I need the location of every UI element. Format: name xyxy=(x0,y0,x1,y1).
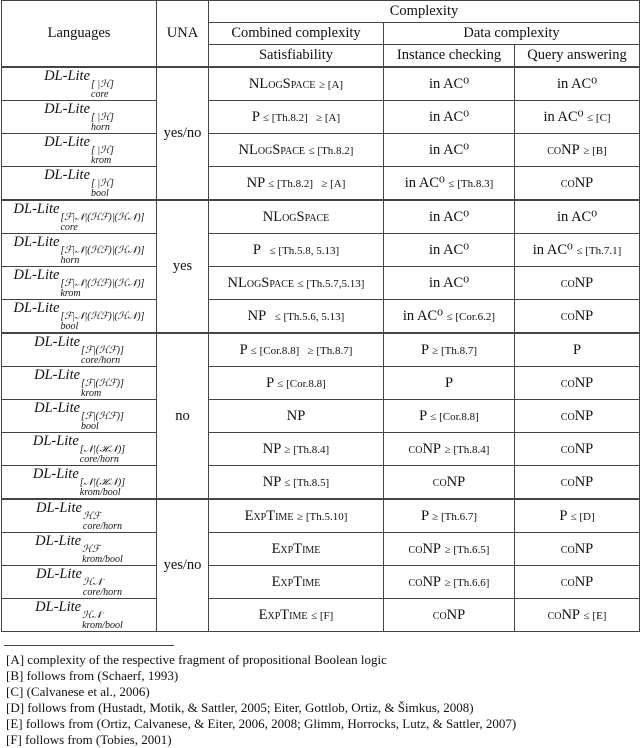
query-answering-cell-class: P xyxy=(572,341,582,358)
language-sub: krom xyxy=(81,388,102,399)
query-answering-cell-ref: ≤ [E] xyxy=(583,609,607,622)
query-answering-cell xyxy=(515,67,640,101)
language-scripts xyxy=(60,279,144,299)
table-row xyxy=(2,234,640,267)
satisfiability-cell-ref: ≤ [Th.8.2] xyxy=(308,144,354,157)
language-base: DL-Lite xyxy=(13,300,60,316)
instance-checking-cell-ref: ≤ [Cor.6.2] xyxy=(446,310,496,323)
language-base: DL-Lite xyxy=(35,533,82,549)
header-complexity: Complexity xyxy=(209,1,640,23)
satisfiability-cell-class: P xyxy=(239,341,248,358)
instance-checking-cell xyxy=(384,300,515,334)
instance-checking-cell-class: coNP xyxy=(408,573,441,590)
language-scripts xyxy=(80,445,125,465)
language-sup: [ℱ|𝒩|(ℋℱ)|(ℋ𝒩)] xyxy=(60,212,145,223)
footnote-rule xyxy=(4,645,174,646)
query-answering-cell-ref: ≥ [B] xyxy=(583,144,607,157)
instance-checking-cell xyxy=(384,533,515,566)
language-base: DL-Lite xyxy=(44,167,90,183)
satisfiability-cell xyxy=(209,234,384,267)
instance-checking-cell xyxy=(384,599,515,632)
table-row xyxy=(2,566,640,599)
satisfiability-cell xyxy=(209,599,384,632)
language-sub: horn xyxy=(60,255,80,266)
satisfiability-cell-class: NLogSpace xyxy=(262,208,330,225)
instance-checking-cell xyxy=(384,267,515,300)
language-sup: ℋℱ xyxy=(82,511,101,522)
language-sup: [ℱ|𝒩|(ℋℱ)|(ℋ𝒩)] xyxy=(60,311,145,322)
language-base: DL-Lite xyxy=(32,466,79,482)
satisfiability-cell xyxy=(209,300,384,334)
complexity-table xyxy=(1,0,640,632)
instance-checking-cell-class: P xyxy=(444,374,454,391)
language-cell xyxy=(2,466,157,500)
language-cell xyxy=(2,499,157,533)
language-cell xyxy=(2,566,157,599)
language-scripts xyxy=(81,379,124,399)
language-base: DL-Lite xyxy=(44,101,90,117)
satisfiability-cell xyxy=(209,367,384,400)
query-answering-cell-class: coNP xyxy=(560,473,594,490)
table-row xyxy=(2,533,640,566)
satisfiability-cell-ref: ≤ [Th.5.6, 5.13] xyxy=(269,310,345,323)
language-base: DL-Lite xyxy=(34,400,81,416)
satisfiability-cell xyxy=(209,333,384,367)
query-answering-cell-class: P xyxy=(559,507,567,524)
language-base: DL-Lite xyxy=(34,367,81,383)
satisfiability-cell-class: NLogSpace xyxy=(227,274,294,291)
language-base: DL-Lite xyxy=(32,433,79,449)
language-scripts xyxy=(60,246,144,266)
table-row xyxy=(2,267,640,300)
language-sup: [ℱ|(ℋℱ)] xyxy=(81,345,124,356)
language-sup: [𝒩|(ℋ𝒩)] xyxy=(79,444,126,455)
language-scripts xyxy=(91,179,114,199)
instance-checking-cell-class: in AC⁰ xyxy=(428,241,470,258)
query-answering-cell-class: coNP xyxy=(560,174,594,191)
query-answering-cell xyxy=(515,433,640,466)
query-answering-cell-class: coNP xyxy=(560,440,594,457)
instance-checking-cell xyxy=(384,234,515,267)
satisfiability-cell-ref: ≤ [Th.5.7,5.13] xyxy=(297,277,365,290)
query-answering-cell-ref: ≤ [Th.7.1] xyxy=(576,244,622,257)
language-sub: krom xyxy=(91,155,112,166)
query-answering-cell xyxy=(515,333,640,367)
header-data: Data complexity xyxy=(384,23,640,45)
footnote: [F] follows from (Tobies, 2001) xyxy=(6,732,172,747)
satisfiability-cell-ref: ≤ [Th.8.2] ≥ [A] xyxy=(268,177,346,190)
language-sup: [ |ℋ] xyxy=(91,112,114,123)
satisfiability-cell xyxy=(209,566,384,599)
query-answering-cell xyxy=(515,400,640,433)
satisfiability-cell-class: NP xyxy=(247,307,266,324)
satisfiability-cell-ref: ≥ [A] xyxy=(319,78,344,91)
instance-checking-cell-class: P xyxy=(421,507,429,524)
footnote: [D] follows from (Hustadt, Motik, & Sattler, 2005; Eiter, Gottlob, Ortiz, & Šimkus, 2008) xyxy=(6,700,474,715)
query-answering-cell-class: coNP xyxy=(560,374,594,391)
una-cell: yes/no xyxy=(157,499,209,632)
table-row xyxy=(2,367,640,400)
language-sup: [ |ℋ] xyxy=(91,178,114,189)
language-base: DL-Lite xyxy=(44,68,90,84)
language-sup: ℋ𝒩 xyxy=(82,610,102,621)
satisfiability-cell-class: ExpTime xyxy=(271,540,321,557)
query-answering-cell xyxy=(515,300,640,334)
language-base: DL-Lite xyxy=(35,599,82,615)
language-base: DL-Lite xyxy=(44,134,90,150)
satisfiability-cell-ref: ≥ [Th.8.4] xyxy=(284,443,330,456)
query-answering-cell xyxy=(515,533,640,566)
satisfiability-cell xyxy=(209,499,384,533)
satisfiability-cell-class: NP xyxy=(286,407,306,424)
satisfiability-cell xyxy=(209,101,384,134)
table-row xyxy=(2,499,640,533)
satisfiability-cell-class: NLogSpace xyxy=(248,75,316,92)
language-sup: [ℱ|(ℋℱ)] xyxy=(81,378,124,389)
footnote: [A] complexity of the respective fragment of propositional Boolean logic xyxy=(6,652,387,667)
una-cell: no xyxy=(157,333,209,499)
language-scripts xyxy=(83,512,122,532)
instance-checking-cell xyxy=(384,333,515,367)
satisfiability-cell-class: ExpTime xyxy=(258,606,308,623)
query-answering-cell xyxy=(515,167,640,201)
satisfiability-cell-ref: ≤ [Th.8.2] ≥ [A] xyxy=(263,111,341,124)
satisfiability-cell-class: ExpTime xyxy=(271,573,321,590)
instance-checking-cell-ref: ≥ [Th.6.7] xyxy=(432,510,477,523)
satisfiability-cell-ref: ≥ [Th.5.10] xyxy=(297,510,348,523)
satisfiability-cell-ref: ≤ [Th.5.8, 5.13] xyxy=(264,244,340,257)
instance-checking-cell xyxy=(384,499,515,533)
language-scripts xyxy=(82,545,123,565)
satisfiability-cell-ref: ≤ [F] xyxy=(311,609,334,622)
language-scripts xyxy=(83,578,122,598)
language-cell xyxy=(2,400,157,433)
satisfiability-cell xyxy=(209,167,384,201)
instance-checking-cell-class: coNP xyxy=(432,606,466,623)
language-sup: [ |ℋ] xyxy=(91,79,114,90)
satisfiability-cell-class: NLogSpace xyxy=(238,141,305,158)
query-answering-cell-class: coNP xyxy=(560,573,594,590)
language-sup: [ℱ|(ℋℱ)] xyxy=(81,411,124,422)
language-cell xyxy=(2,101,157,134)
language-scripts xyxy=(81,346,124,366)
language-sub: core xyxy=(60,222,78,233)
satisfiability-cell xyxy=(209,400,384,433)
language-base: DL-Lite xyxy=(13,201,60,217)
header-instance: Instance checking xyxy=(384,45,515,68)
language-sup: [𝒩|(ℋ𝒩)] xyxy=(79,477,126,488)
language-cell xyxy=(2,367,157,400)
instance-checking-cell-class: coNP xyxy=(408,540,441,557)
table-row xyxy=(2,300,640,334)
query-answering-cell-class: coNP xyxy=(560,274,594,291)
instance-checking-cell-class: coNP xyxy=(432,473,466,490)
header-combined: Combined complexity xyxy=(209,23,384,45)
header-query: Query answering xyxy=(515,45,640,68)
table-body xyxy=(2,67,640,632)
instance-checking-cell-class: coNP xyxy=(408,440,441,457)
query-answering-cell xyxy=(515,599,640,632)
instance-checking-cell-ref: ≥ [Th.6.6] xyxy=(444,576,490,589)
language-base: DL-Lite xyxy=(36,500,82,516)
language-sub: core/horn xyxy=(82,587,122,598)
instance-checking-cell xyxy=(384,400,515,433)
language-scripts xyxy=(91,113,114,133)
query-answering-cell-ref: ≤ [C] xyxy=(587,111,611,124)
table-row xyxy=(2,333,640,367)
instance-checking-cell xyxy=(384,167,515,201)
query-answering-cell xyxy=(515,566,640,599)
header-una: UNA xyxy=(157,1,209,68)
query-answering-cell xyxy=(515,234,640,267)
language-sub: krom/bool xyxy=(82,554,123,565)
query-answering-cell-ref: ≤ [D] xyxy=(570,510,595,523)
table-row xyxy=(2,433,640,466)
table-row xyxy=(2,400,640,433)
instance-checking-cell xyxy=(384,566,515,599)
instance-checking-cell-class: in AC⁰ xyxy=(428,274,470,291)
table-row xyxy=(2,466,640,500)
language-cell xyxy=(2,67,157,101)
satisfiability-cell-class: P xyxy=(251,108,260,125)
satisfiability-cell-class: P xyxy=(266,374,274,391)
instance-checking-cell xyxy=(384,367,515,400)
instance-checking-cell xyxy=(384,200,515,234)
language-sup: ℋℱ xyxy=(82,544,100,555)
language-sub: core/horn xyxy=(81,355,121,366)
instance-checking-cell-class: in AC⁰ xyxy=(404,174,445,191)
language-sub: bool xyxy=(91,188,109,199)
table-row xyxy=(2,167,640,201)
language-sup: [ |ℋ] xyxy=(91,145,114,156)
instance-checking-cell-class: P xyxy=(421,341,429,358)
table-row xyxy=(2,134,640,167)
language-sup: [ℱ|𝒩|(ℋℱ)|(ℋ𝒩)] xyxy=(60,245,145,256)
query-answering-cell-class: in AC⁰ xyxy=(532,241,573,258)
language-cell xyxy=(2,267,157,300)
query-answering-cell xyxy=(515,267,640,300)
instance-checking-cell-class: in AC⁰ xyxy=(428,108,470,125)
language-cell xyxy=(2,200,157,234)
table-row xyxy=(2,67,640,101)
satisfiability-cell-class: NP xyxy=(262,440,281,457)
query-answering-cell xyxy=(515,134,640,167)
language-sup: [ℱ|𝒩|(ℋℱ)|(ℋ𝒩)] xyxy=(60,278,145,289)
satisfiability-cell-ref: ≤ [Cor.8.8] ≥ [Th.8.7] xyxy=(250,344,353,357)
satisfiability-cell-ref: ≤ [Th.8.5] xyxy=(284,476,330,489)
language-scripts xyxy=(91,146,114,166)
satisfiability-cell-class: NP xyxy=(246,174,265,191)
language-cell xyxy=(2,234,157,267)
instance-checking-cell-class: in AC⁰ xyxy=(428,208,470,225)
satisfiability-cell-class: NP xyxy=(262,473,281,490)
instance-checking-cell-class: in AC⁰ xyxy=(402,307,443,324)
query-answering-cell-class: in AC⁰ xyxy=(556,75,598,92)
header-languages: Languages xyxy=(2,1,157,68)
query-answering-cell-class: coNP xyxy=(547,141,580,158)
satisfiability-cell xyxy=(209,267,384,300)
language-scripts xyxy=(81,412,124,432)
language-sub: core/horn xyxy=(79,454,119,465)
language-scripts xyxy=(80,478,125,498)
language-base: DL-Lite xyxy=(36,566,82,582)
footnote: [B] follows from (Schaerf, 1993) xyxy=(6,668,179,683)
instance-checking-cell xyxy=(384,134,515,167)
language-scripts xyxy=(91,80,114,100)
instance-checking-cell-class: in AC⁰ xyxy=(428,141,470,158)
query-answering-cell xyxy=(515,367,640,400)
language-base: DL-Lite xyxy=(13,267,60,283)
language-scripts xyxy=(82,611,123,631)
language-cell xyxy=(2,134,157,167)
satisfiability-cell xyxy=(209,200,384,234)
instance-checking-cell-class: in AC⁰ xyxy=(428,75,470,92)
satisfiability-cell-class: ExpTime xyxy=(244,507,294,524)
language-sub: horn xyxy=(91,122,110,133)
instance-checking-cell-ref: ≥ [Th.8.4] xyxy=(444,443,490,456)
query-answering-cell xyxy=(515,499,640,533)
satisfiability-cell xyxy=(209,67,384,101)
satisfiability-cell xyxy=(209,433,384,466)
query-answering-cell-class: in AC⁰ xyxy=(556,208,598,225)
query-answering-cell-class: coNP xyxy=(547,606,580,623)
header-satisfiability: Satisfiability xyxy=(209,45,384,68)
language-scripts xyxy=(60,213,144,233)
instance-checking-cell-ref: ≥ [Th.8.7] xyxy=(432,344,477,357)
language-base: DL-Lite xyxy=(13,234,60,250)
una-cell: yes xyxy=(157,200,209,333)
language-base: DL-Lite xyxy=(34,334,81,350)
language-sub: core xyxy=(91,89,109,100)
query-answering-cell-class: coNP xyxy=(560,307,594,324)
language-cell xyxy=(2,533,157,566)
footnotes xyxy=(0,652,640,748)
language-scripts xyxy=(60,312,144,332)
instance-checking-cell-class: P xyxy=(419,407,427,424)
table-row xyxy=(2,599,640,632)
language-sub: core/horn xyxy=(82,521,122,532)
footnote: [C] (Calvanese et al., 2006) xyxy=(6,684,150,699)
instance-checking-cell-ref: ≥ [Th.6.5] xyxy=(444,543,490,556)
language-cell xyxy=(2,433,157,466)
query-answering-cell xyxy=(515,101,640,134)
table-row xyxy=(2,101,640,134)
language-cell xyxy=(2,167,157,201)
query-answering-cell xyxy=(515,200,640,234)
table-row xyxy=(2,200,640,234)
footnote: [E] follows from (Ortiz, Calvanese, & Eiter, 2006, 2008; Glimm, Horrocks, Lutz, & Sattler, 2007) xyxy=(6,716,517,731)
query-answering-cell-class: coNP xyxy=(560,540,594,557)
instance-checking-cell-ref: ≤ [Cor.8.8] xyxy=(430,410,479,423)
satisfiability-cell xyxy=(209,533,384,566)
language-sub: bool xyxy=(81,421,99,432)
language-sub: bool xyxy=(60,321,79,332)
instance-checking-cell xyxy=(384,466,515,500)
satisfiability-cell xyxy=(209,466,384,500)
query-answering-cell-class: coNP xyxy=(560,407,594,424)
language-cell xyxy=(2,333,157,367)
instance-checking-cell xyxy=(384,101,515,134)
language-sub: krom/bool xyxy=(82,620,123,631)
language-cell xyxy=(2,300,157,334)
language-cell xyxy=(2,599,157,632)
una-cell: yes/no xyxy=(157,67,209,200)
satisfiability-cell xyxy=(209,134,384,167)
instance-checking-cell-ref: ≤ [Th.8.3] xyxy=(448,177,494,190)
satisfiability-cell-class: P xyxy=(252,241,261,258)
language-sub: krom/bool xyxy=(79,487,121,498)
query-answering-cell-class: in AC⁰ xyxy=(543,108,584,125)
satisfiability-cell-ref: ≤ [Cor.8.8] xyxy=(277,377,326,390)
language-sup: ℋ𝒩 xyxy=(82,577,103,588)
instance-checking-cell xyxy=(384,67,515,101)
instance-checking-cell xyxy=(384,433,515,466)
language-sub: krom xyxy=(60,288,81,299)
query-answering-cell xyxy=(515,466,640,500)
